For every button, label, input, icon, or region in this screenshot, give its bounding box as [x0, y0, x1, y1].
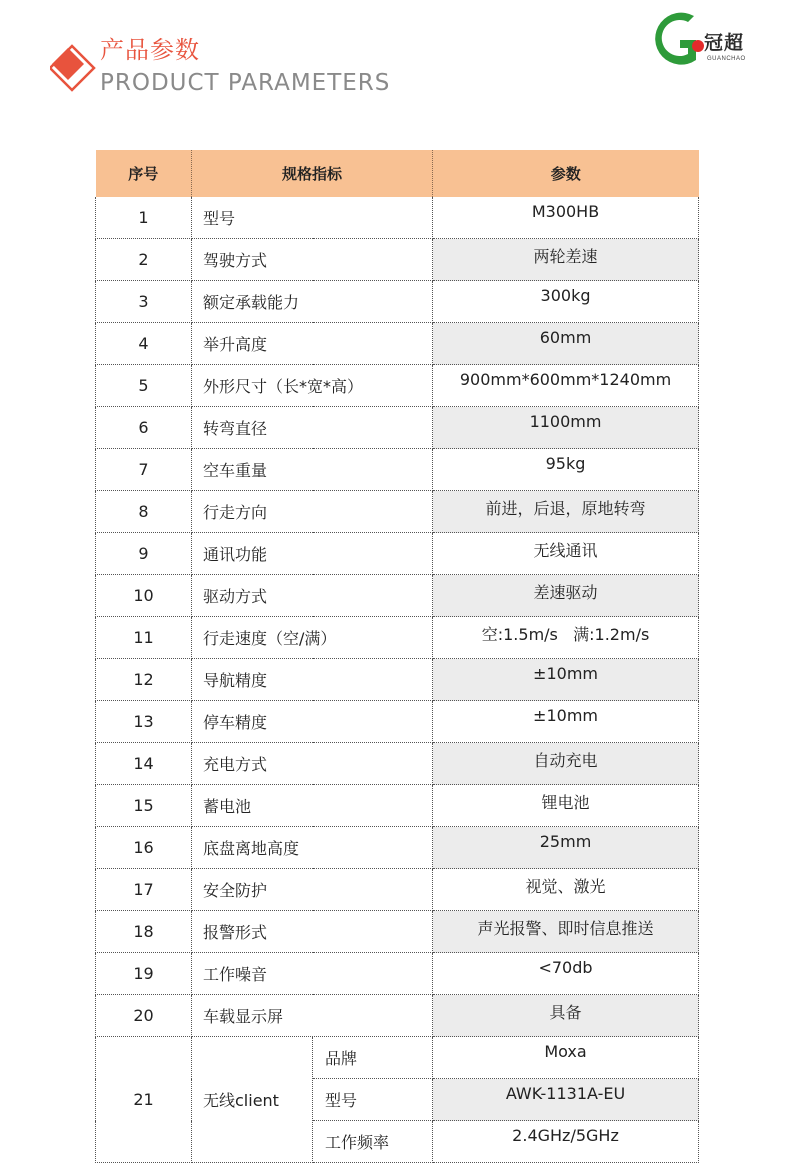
header-value: 参数: [433, 150, 699, 197]
row-spec: 转弯直径: [192, 407, 433, 449]
table-row: [96, 365, 699, 407]
row-no: 1: [96, 197, 192, 239]
sub-label: 工作频率: [313, 1121, 433, 1163]
row-no: 10: [96, 575, 192, 617]
table-row: [96, 659, 699, 701]
table-row: [96, 1037, 699, 1079]
table-row: [96, 953, 699, 995]
row-spec: 蓄电池: [192, 785, 433, 827]
row-spec: 通讯功能: [192, 533, 433, 575]
table-row: [96, 407, 699, 449]
brand-sub: GUANCHAO: [707, 56, 746, 62]
row-no: 3: [96, 281, 192, 323]
table-row: [96, 869, 699, 911]
row-value: Moxa: [433, 1037, 699, 1079]
row-value: 视觉、激光: [433, 869, 699, 911]
section-title-en: PRODUCT PARAMETERS: [100, 70, 391, 96]
row-no: 7: [96, 449, 192, 491]
header-no: 序号: [96, 150, 192, 197]
row-no: 17: [96, 869, 192, 911]
row-no: 6: [96, 407, 192, 449]
row-value: ±10mm: [433, 659, 699, 701]
row-spec: 行走速度（空/满）: [192, 617, 433, 659]
table-row: [96, 827, 699, 869]
row-spec: 车载显示屏: [192, 995, 433, 1037]
table-row: [96, 281, 699, 323]
row-spec: 无线client: [192, 1037, 313, 1163]
row-no: 13: [96, 701, 192, 743]
sub-label: 品牌: [313, 1037, 433, 1079]
row-no: 18: [96, 911, 192, 953]
row-no: 8: [96, 491, 192, 533]
row-value: 自动充电: [433, 743, 699, 785]
row-value: 空:1.5m/s 满:1.2m/s: [433, 617, 699, 659]
table-row: [96, 617, 699, 659]
header-spec: 规格指标: [192, 150, 433, 197]
table-row: [96, 785, 699, 827]
row-spec: 充电方式: [192, 743, 433, 785]
row-spec: 安全防护: [192, 869, 433, 911]
row-no: 11: [96, 617, 192, 659]
row-value: 差速驱动: [433, 575, 699, 617]
row-spec: 举升高度: [192, 323, 433, 365]
table-row: [96, 323, 699, 365]
row-spec: 空车重量: [192, 449, 433, 491]
row-value: 900mm*600mm*1240mm: [433, 365, 699, 407]
row-no: 16: [96, 827, 192, 869]
brand-name: 冠超: [704, 32, 745, 54]
row-spec: 额定承载能力: [192, 281, 433, 323]
row-no: 15: [96, 785, 192, 827]
row-value: ±10mm: [433, 701, 699, 743]
row-no: 12: [96, 659, 192, 701]
row-spec: 底盘离地高度: [192, 827, 433, 869]
row-value: <70db: [433, 953, 699, 995]
table-row: [96, 995, 699, 1037]
row-spec: 驱动方式: [192, 575, 433, 617]
row-spec: 型号: [192, 197, 433, 239]
row-spec: 导航精度: [192, 659, 433, 701]
row-value: 声光报警、即时信息推送: [433, 911, 699, 953]
row-no: 20: [96, 995, 192, 1037]
table-row: [96, 533, 699, 575]
row-value: 无线通讯: [433, 533, 699, 575]
row-spec: 停车精度: [192, 701, 433, 743]
table-row: [96, 239, 699, 281]
row-value: 两轮差速: [433, 239, 699, 281]
table-row: [96, 743, 699, 785]
table-row: [96, 575, 699, 617]
parameters-table: [95, 150, 699, 1163]
row-value: 2.4GHz/5GHz: [433, 1121, 699, 1163]
row-no: 14: [96, 743, 192, 785]
row-spec: 驾驶方式: [192, 239, 433, 281]
row-value: AWK-1131A-EU: [433, 1079, 699, 1121]
table-row: [96, 449, 699, 491]
diamond-logo-icon: [50, 42, 102, 94]
table-row: [96, 701, 699, 743]
row-value: 1100mm: [433, 407, 699, 449]
row-value: 具备: [433, 995, 699, 1037]
row-no: 4: [96, 323, 192, 365]
row-spec: 报警形式: [192, 911, 433, 953]
row-value: 300kg: [433, 281, 699, 323]
row-value: 95kg: [433, 449, 699, 491]
row-spec: 外形尺寸（长*宽*高）: [192, 365, 433, 407]
row-value: 前进，后退，原地转弯: [433, 491, 699, 533]
table-row: [96, 491, 699, 533]
row-spec: 工作噪音: [192, 953, 433, 995]
row-spec: 行走方向: [192, 491, 433, 533]
row-no: 5: [96, 365, 192, 407]
row-no: 9: [96, 533, 192, 575]
table-header-row: [96, 150, 699, 197]
row-value: M300HB: [433, 197, 699, 239]
section-title-cn: 产品参数: [100, 36, 200, 64]
row-no: 21: [96, 1037, 192, 1163]
row-no: 19: [96, 953, 192, 995]
sub-label: 型号: [313, 1079, 433, 1121]
row-no: 2: [96, 239, 192, 281]
row-value: 60mm: [433, 323, 699, 365]
row-value: 25mm: [433, 827, 699, 869]
table-row: [96, 911, 699, 953]
row-value: 锂电池: [433, 785, 699, 827]
table-row: [96, 197, 699, 239]
